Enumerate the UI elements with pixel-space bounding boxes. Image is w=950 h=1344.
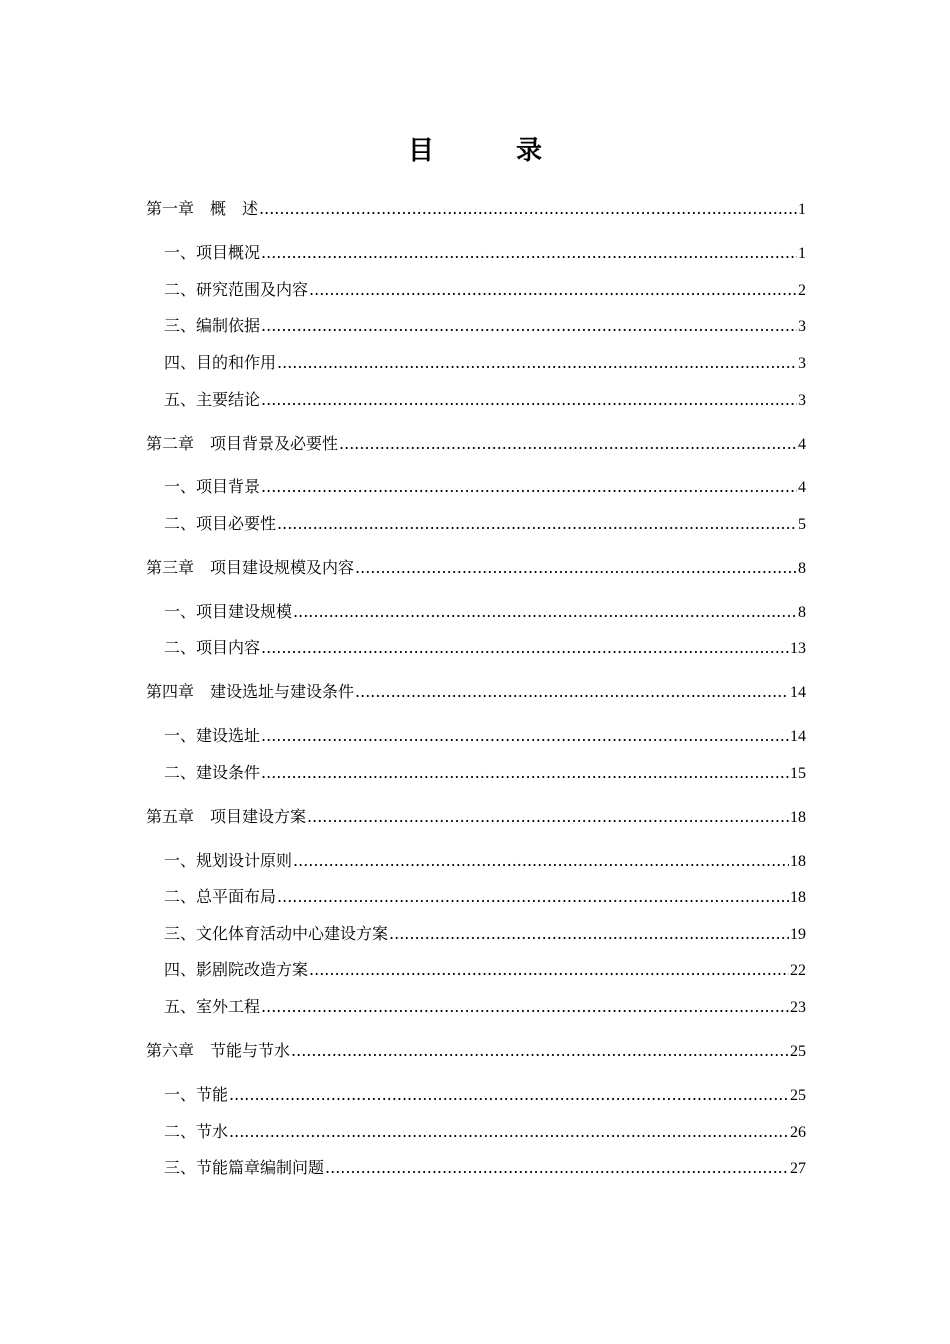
toc-entry[interactable]: [146, 806, 806, 829]
toc-entry-title: 五、室外工程: [164, 997, 261, 1016]
dot-leader: [355, 681, 789, 703]
toc-entry-title: 三、编制依据: [164, 316, 261, 335]
toc-entry[interactable]: [164, 996, 806, 1019]
toc-page-number: 22: [790, 962, 806, 979]
toc-page-number: 1: [798, 201, 806, 218]
toc-entry[interactable]: [164, 513, 806, 536]
toc-page-number: 3: [798, 355, 806, 372]
dot-leader: [339, 433, 797, 455]
toc-entry-title: 二、建设条件: [164, 763, 261, 782]
toc-page-number: 14: [790, 728, 806, 745]
dot-leader: [229, 1084, 789, 1106]
toc-entry-title: 第四章 建设选址与建设条件: [146, 682, 355, 701]
toc-entry-title: 第二章 项目背景及必要性: [146, 434, 339, 453]
toc-page-number: 26: [790, 1124, 806, 1141]
toc-entry[interactable]: [164, 762, 806, 785]
toc-entry[interactable]: [164, 959, 806, 982]
toc-entry[interactable]: [164, 352, 806, 375]
toc-page-number: 23: [790, 999, 806, 1016]
dot-leader: [293, 850, 789, 872]
toc-entry-title: 三、节能篇章编制问题: [164, 1158, 325, 1177]
toc-entry-title: 一、建设选址: [164, 726, 261, 745]
toc-page-number: 8: [798, 560, 806, 577]
dot-leader: [259, 198, 797, 220]
dot-leader: [291, 1040, 789, 1062]
toc-page-number: 14: [790, 684, 806, 701]
toc-entry-title: 二、项目必要性: [164, 514, 277, 533]
toc-entry[interactable]: [164, 315, 806, 338]
toc-entry[interactable]: [146, 681, 806, 704]
toc-page-number: 15: [790, 765, 806, 782]
toc-page-number: 3: [798, 392, 806, 409]
toc-page-number: 8: [798, 604, 806, 621]
toc-entry[interactable]: [164, 1084, 806, 1107]
toc-entry[interactable]: [164, 725, 806, 748]
dot-leader: [307, 806, 789, 828]
toc-entry-title: 四、影剧院改造方案: [164, 960, 309, 979]
dot-leader: [261, 762, 789, 784]
toc-entry[interactable]: [146, 198, 806, 221]
toc-page-number: 25: [790, 1043, 806, 1060]
dot-leader: [261, 476, 797, 498]
dot-leader: [293, 601, 797, 623]
toc-entry-title: 一、节能: [164, 1085, 229, 1104]
dot-leader: [309, 279, 797, 301]
toc-entry-title: 三、文化体育活动中心建设方案: [164, 924, 389, 943]
toc-page-number: 25: [790, 1087, 806, 1104]
toc-page-number: 13: [790, 640, 806, 657]
toc-entry-title: 四、目的和作用: [164, 353, 277, 372]
toc-entry-title: 第三章 项目建设规模及内容: [146, 558, 355, 577]
toc-entry-title: 第六章 节能与节水: [146, 1041, 291, 1060]
dot-leader: [229, 1121, 789, 1143]
toc-entry-title: 一、规划设计原则: [164, 851, 293, 870]
toc-page-number: 3: [798, 318, 806, 335]
dot-leader: [261, 637, 789, 659]
toc-entry[interactable]: [146, 1040, 806, 1063]
toc-page-number: 2: [798, 282, 806, 299]
dot-leader: [261, 389, 797, 411]
toc-entry[interactable]: [164, 601, 806, 624]
toc-entry-title: 二、研究范围及内容: [164, 280, 309, 299]
dot-leader: [261, 242, 797, 264]
toc-entry[interactable]: [164, 1157, 806, 1180]
toc-entry[interactable]: [164, 242, 806, 265]
dot-leader: [261, 996, 789, 1018]
dot-leader: [277, 352, 797, 374]
table-of-contents: [146, 0, 806, 1344]
toc-entry-title: 第一章 概 述: [146, 199, 259, 218]
page-title: 目 录: [407, 136, 570, 166]
toc-page-number: 4: [798, 436, 806, 453]
dot-leader: [309, 959, 789, 981]
toc-entry[interactable]: [146, 557, 806, 580]
toc-page-number: 19: [790, 926, 806, 943]
toc-entry-title: 二、项目内容: [164, 638, 261, 657]
toc-entry[interactable]: [164, 850, 806, 873]
toc-entry[interactable]: [164, 389, 806, 412]
dot-leader: [261, 315, 797, 337]
toc-entry-title: 第五章 项目建设方案: [146, 807, 307, 826]
toc-entry[interactable]: [164, 476, 806, 499]
toc-page-number: 18: [790, 853, 806, 870]
toc-page-number: 1: [798, 245, 806, 262]
dot-leader: [355, 557, 797, 579]
toc-entry[interactable]: [164, 279, 806, 302]
dot-leader: [277, 886, 789, 908]
toc-entry[interactable]: [164, 923, 806, 946]
toc-entry-title: 二、节水: [164, 1122, 229, 1141]
dot-leader: [261, 725, 789, 747]
dot-leader: [325, 1157, 789, 1179]
toc-entry-title: 一、项目背景: [164, 477, 261, 496]
toc-entry-title: 五、主要结论: [164, 390, 261, 409]
toc-page-number: 18: [790, 809, 806, 826]
toc-entry[interactable]: [146, 433, 806, 456]
dot-leader: [277, 513, 797, 535]
toc-entry[interactable]: [164, 637, 806, 660]
dot-leader: [389, 923, 789, 945]
toc-entry[interactable]: [164, 1121, 806, 1144]
toc-entry-title: 一、项目概况: [164, 243, 261, 262]
toc-entry-title: 二、总平面布局: [164, 887, 277, 906]
toc-entry-title: 一、项目建设规模: [164, 602, 293, 621]
toc-entry[interactable]: [164, 886, 806, 909]
toc-page-number: 4: [798, 479, 806, 496]
toc-page-number: 18: [790, 889, 806, 906]
toc-page-number: 5: [798, 516, 806, 533]
toc-page-number: 27: [790, 1160, 806, 1177]
